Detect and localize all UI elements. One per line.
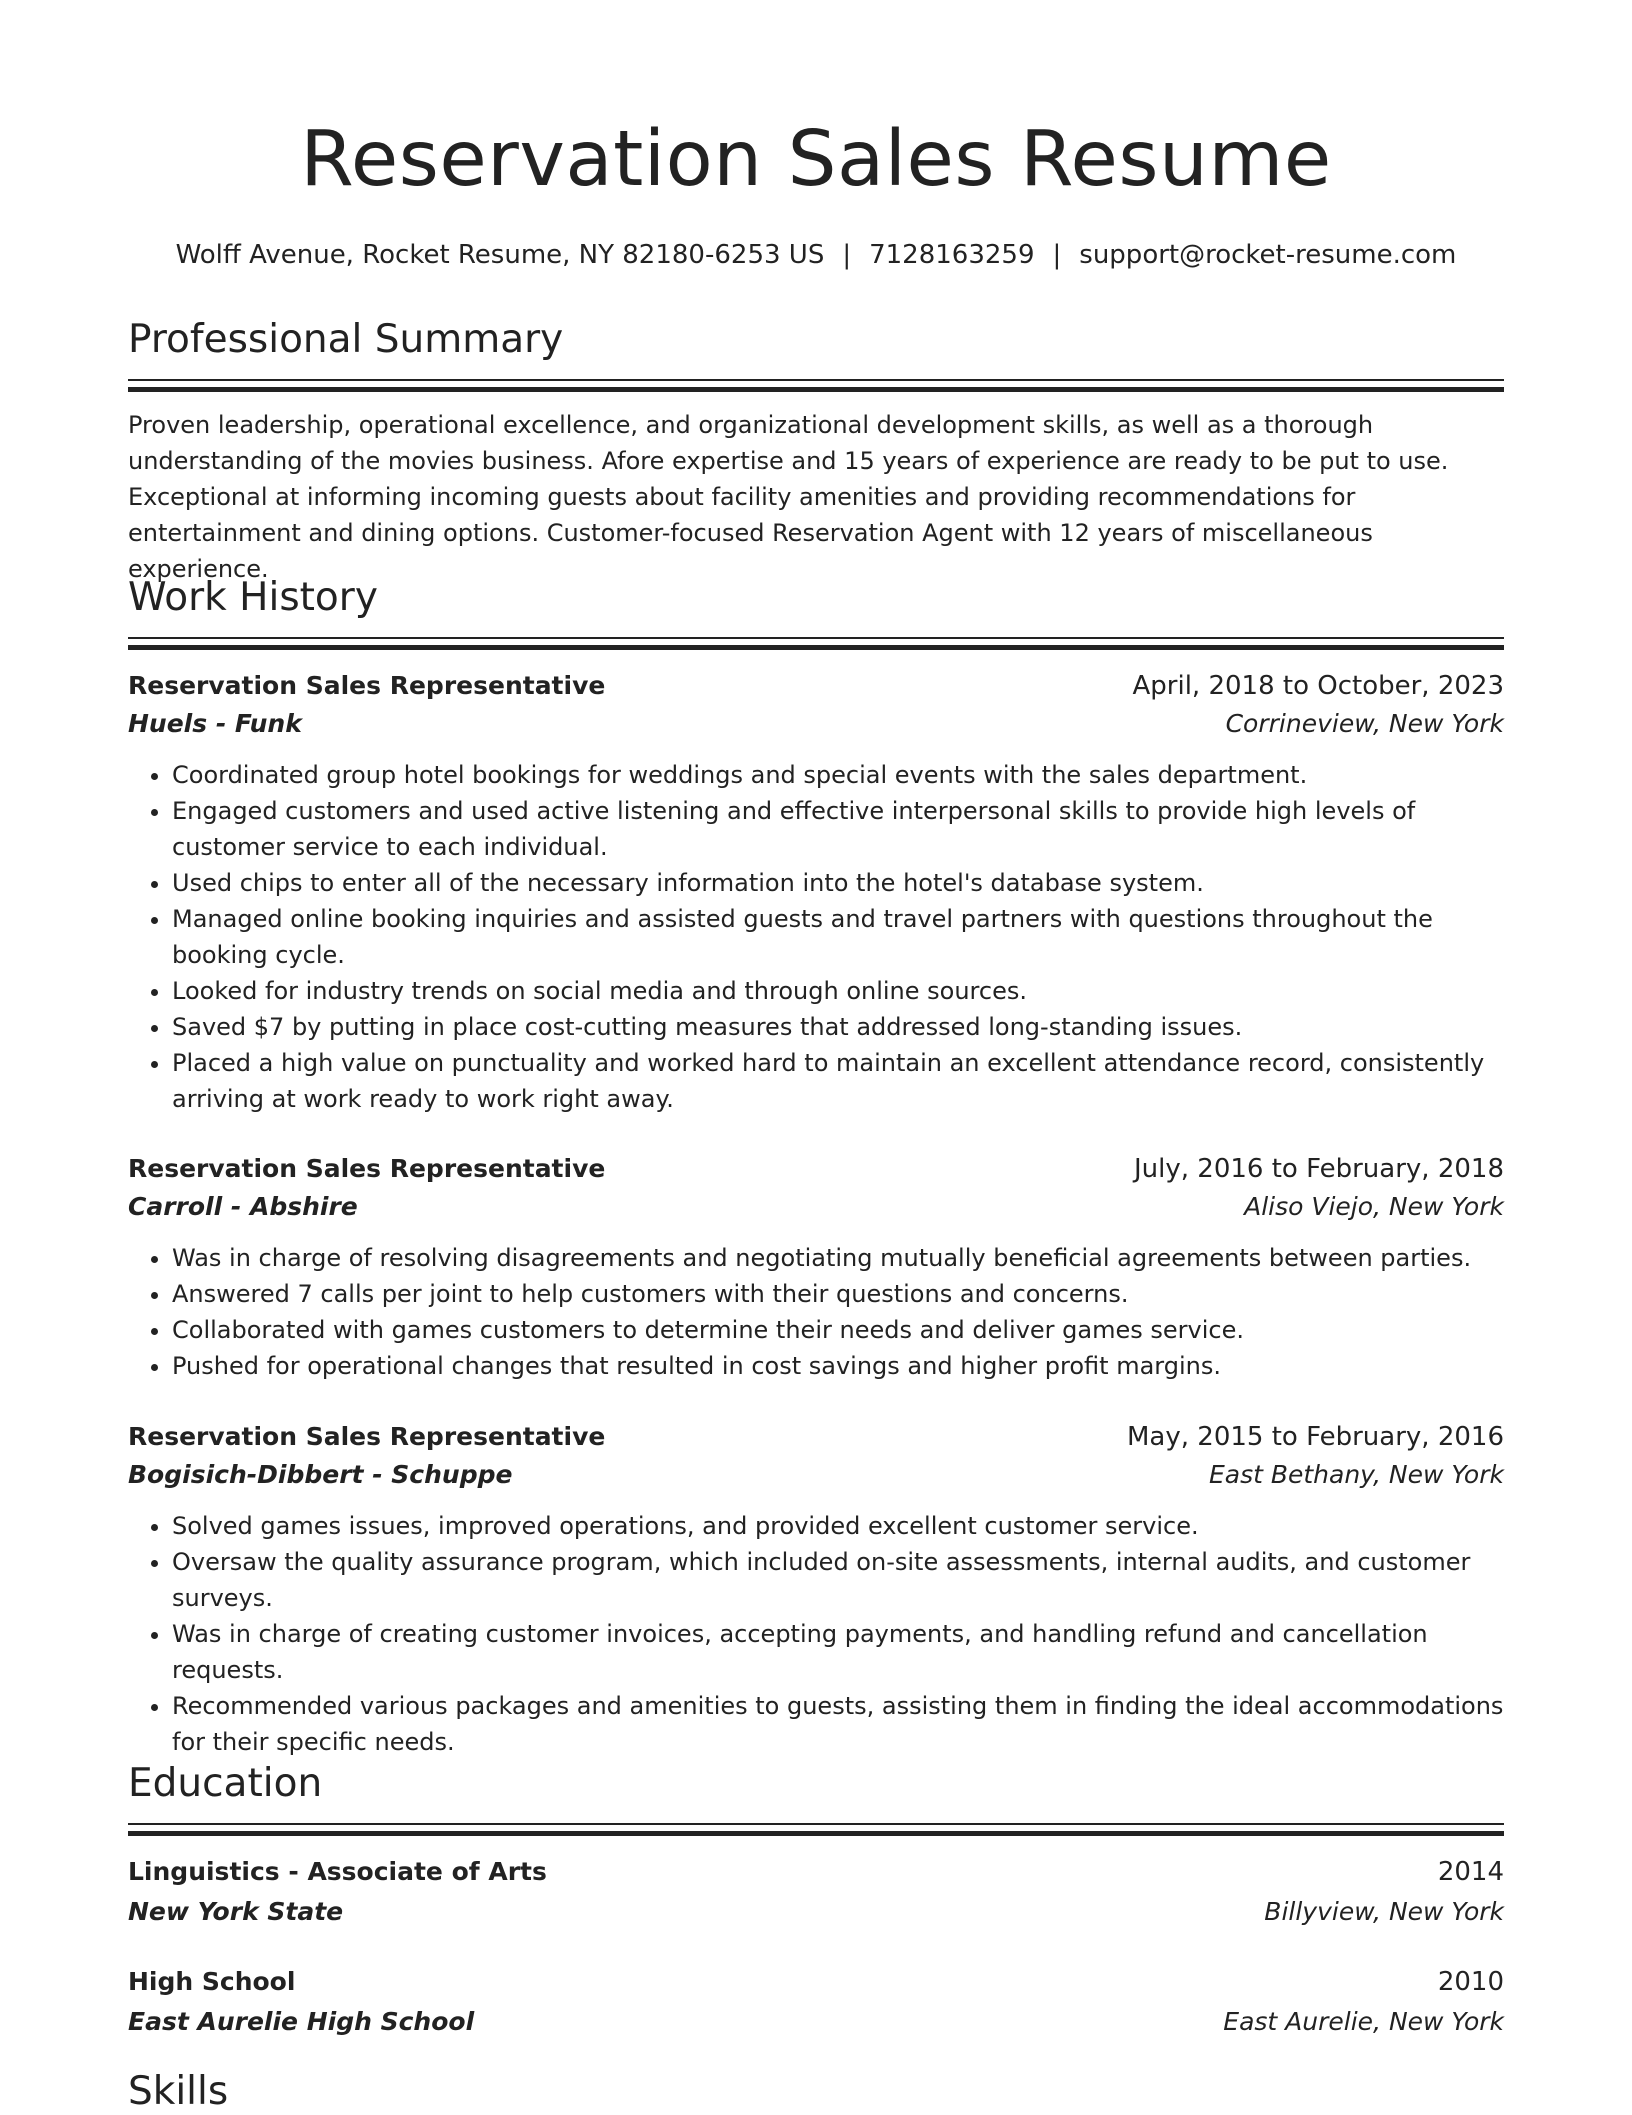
job-title: Reservation Sales Representative — [128, 1154, 606, 1183]
job-company: Carroll - Abshire — [128, 1192, 358, 1221]
job-dates: July, 2016 to February, 2018 — [1134, 1154, 1504, 1184]
education-degree: High School — [128, 1967, 296, 1996]
education-subheader — [128, 2003, 1504, 2041]
job-bullets — [128, 1240, 1504, 1384]
job-entry — [128, 667, 1504, 1117]
job-company: Huels - Funk — [128, 709, 302, 738]
education-location: East Aurelie, New York — [1223, 2007, 1504, 2036]
education-year: 2010 — [1437, 1967, 1504, 1997]
skills-section — [128, 2070, 1504, 2115]
summary-text: Proven leadership, operational excellence, and organizational development skills, as well as a thorough understanding of the movies business. Afore expertise and 15 years of experience are ready to be put to use. Exceptional at informing incoming guests about facility amenities and providing recommendations for entertainment and dining options. Customer-focused Reservation Agent with 12 years of miscellaneous experience. — [128, 410, 1449, 583]
job-header — [128, 1418, 1504, 1456]
job-dates: May, 2015 to February, 2016 — [1127, 1422, 1504, 1452]
education-subheader — [128, 1893, 1504, 1931]
education-degree: Linguistics - Associate of Arts — [128, 1857, 547, 1886]
education-location: Billyview, New York — [1264, 1897, 1504, 1926]
job-location: Aliso Viejo, New York — [1244, 1192, 1504, 1221]
job-bullet: • Was in charge of creating customer invoices, accepting payments, and handling refund and cancellation requests. — [172, 1616, 1504, 1688]
job-bullet: • Solved games issues, improved operations, and provided excellent customer service. — [172, 1508, 1504, 1544]
summary-section — [128, 318, 1504, 587]
contact-address: Wolff Avenue, Rocket Resume, NY 82180-6253 US — [175, 240, 825, 270]
job-header — [128, 667, 1504, 705]
job-subheader — [128, 1456, 1504, 1494]
job-title: Reservation Sales Representative — [128, 1422, 606, 1451]
section-heading: Professional Summary — [128, 317, 564, 362]
resume-title: Reservation Sales Resume — [300, 115, 1332, 204]
section-divider — [128, 637, 1504, 639]
job-bullet: • Answered 7 calls per joint to help customers with their questions and concerns. — [172, 1276, 1504, 1312]
job-subheader — [128, 1188, 1504, 1226]
job-bullet: • Used chips to enter all of the necessary information into the hotel's database system. — [172, 865, 1504, 901]
job-entry — [128, 1150, 1504, 1384]
job-bullets — [128, 1508, 1504, 1760]
contact-email: support@rocket-resume.com — [1079, 240, 1457, 270]
job-bullet: • Collaborated with games customers to determine their needs and deliver games service. — [172, 1312, 1504, 1348]
education-header — [128, 1963, 1504, 2001]
job-bullet: • Managed online booking inquiries and assisted guests and travel partners with questions throughout the booking cycle. — [172, 901, 1504, 973]
job-bullet: • Looked for industry trends on social media and through online sources. — [172, 973, 1504, 1009]
job-location: East Bethany, New York — [1208, 1460, 1504, 1489]
job-bullet: • Placed a high value on punctuality and worked hard to maintain an excellent attendance record, consistently arriving at work ready to work right away. — [172, 1045, 1504, 1117]
education-school: East Aurelie High School — [128, 2007, 475, 2036]
job-bullet: • Recommended various packages and amenities to guests, assisting them in finding the ideal accommodations for their specific needs. — [172, 1688, 1504, 1760]
contact-separator: | — [842, 240, 852, 270]
section-heading: Education — [128, 1761, 323, 1806]
work-history-section — [128, 576, 1504, 639]
job-bullet: • Saved $7 by putting in place cost-cutting measures that addressed long-standing issues. — [172, 1009, 1504, 1045]
education-header — [128, 1853, 1504, 1891]
job-bullets — [128, 757, 1504, 1117]
job-header — [128, 1150, 1504, 1188]
education-school: New York State — [128, 1897, 344, 1926]
job-bullet: • Coordinated group hotel bookings for weddings and special events with the sales department. — [172, 757, 1504, 793]
job-bullet: • Pushed for operational changes that resulted in cost savings and higher profit margins. — [172, 1348, 1504, 1384]
education-entry — [128, 1853, 1504, 1931]
job-dates: April, 2018 to October, 2023 — [1132, 671, 1504, 701]
education-section — [128, 1762, 1504, 1825]
section-divider — [128, 1823, 1504, 1825]
job-entry — [128, 1418, 1504, 1760]
job-company: Bogisich-Dibbert - Schuppe — [128, 1460, 513, 1489]
job-bullet: • Engaged customers and used active listening and effective interpersonal skills to provide high levels of customer service to each individual. — [172, 793, 1504, 865]
job-title: Reservation Sales Representative — [128, 671, 606, 700]
job-location: Corrineview, New York — [1225, 709, 1504, 738]
section-heading: Work History — [128, 575, 378, 620]
education-year: 2014 — [1437, 1857, 1504, 1887]
contact-separator: | — [1052, 240, 1062, 270]
education-entry — [128, 1963, 1504, 2041]
contact-phone: 7128163259 — [869, 240, 1035, 270]
section-divider — [128, 379, 1504, 381]
section-heading: Skills — [128, 2069, 229, 2114]
job-bullet: • Oversaw the quality assurance program, which included on-site assessments, internal audits, and customer surveys. — [172, 1544, 1504, 1616]
contact-line — [128, 240, 1504, 271]
job-bullet: • Was in charge of resolving disagreements and negotiating mutually beneficial agreements between parties. — [172, 1240, 1504, 1276]
job-subheader — [128, 705, 1504, 743]
